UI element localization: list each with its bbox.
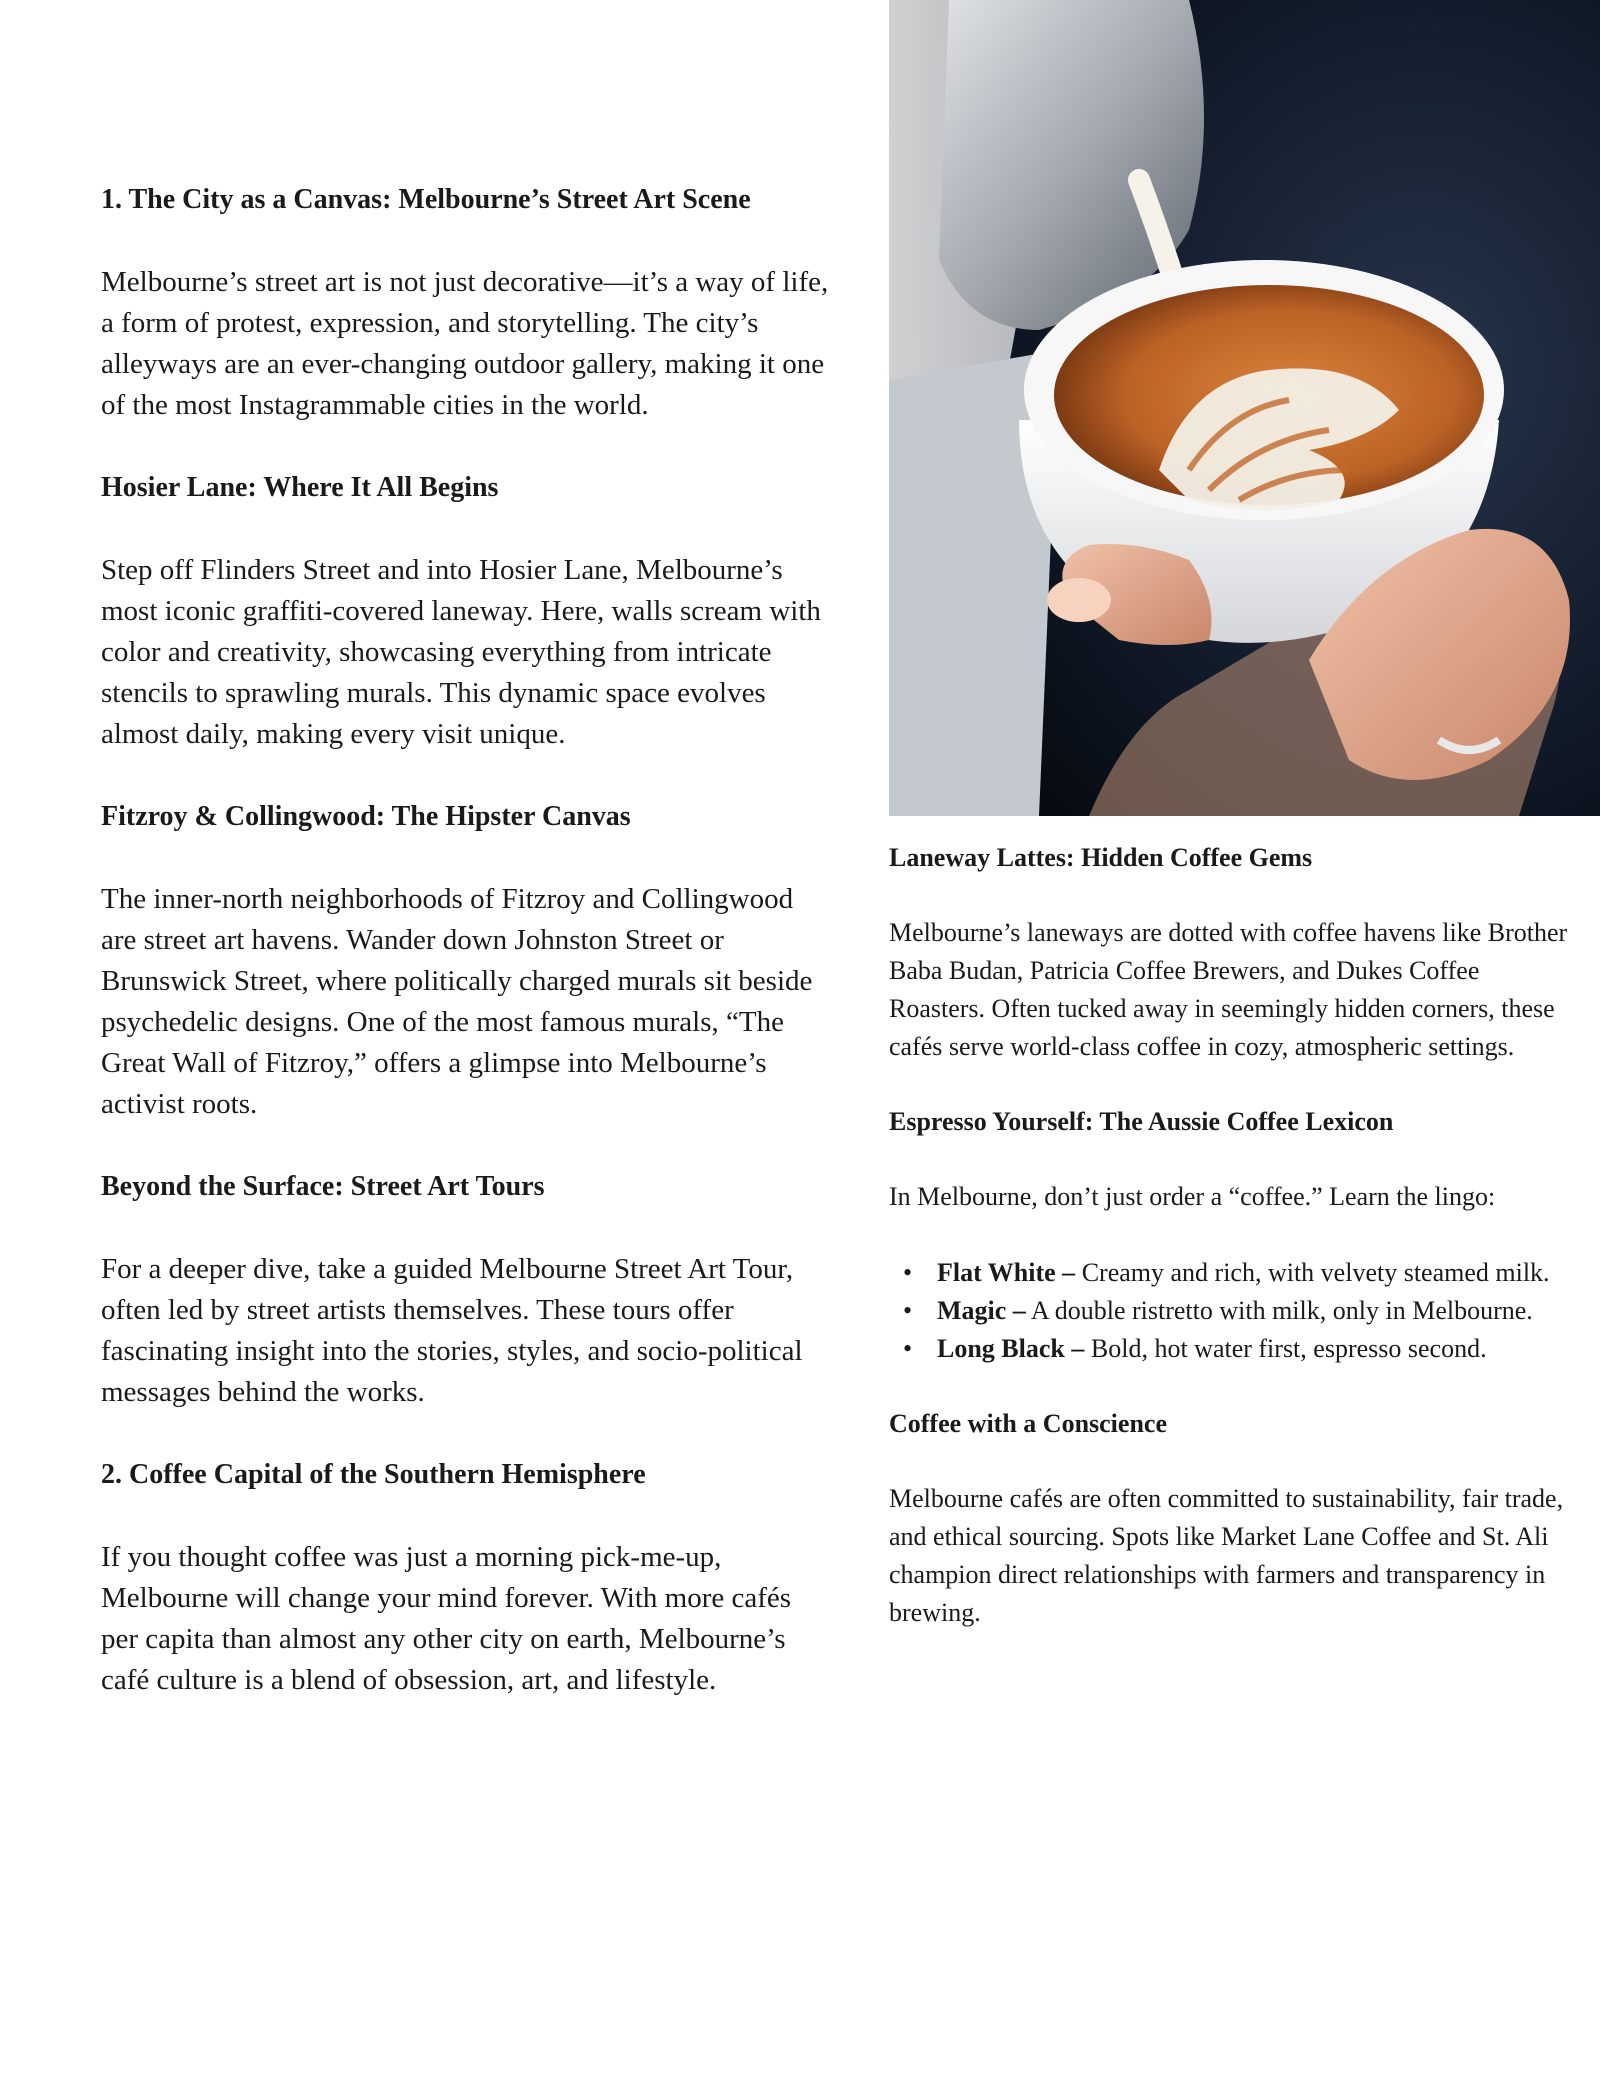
list-item — [889, 1330, 1569, 1368]
street-art-tours-paragraph: For a deeper dive, take a guided Melbourne Street Art Tour, often led by street artists themselves. These tours offer fascinating insight into the stories, styles, and socio-political messages behind the works. — [101, 1253, 803, 1408]
lexicon-description: A double ristretto with milk, only in Melbourne. — [1025, 1296, 1533, 1325]
section2-paragraph: If you thought coffee was just a morning pick-me-up, Melbourne will change your mind forever. With more cafés per capita than almost any other city on earth, Melbourne’s café culture is a blend of obsession, art, and lifestyle. — [101, 1541, 792, 1696]
lexicon-description: Creamy and rich, with velvety steamed milk. — [1075, 1258, 1550, 1287]
section1-paragraph: Melbourne’s street art is not just decorative—it’s a way of life, a form of protest, expression, and storytelling. The city’s alleyways are an ever-changing outdoor gallery, making it one of the most Instagrammable cities in the world. — [101, 266, 829, 421]
coffee-lexicon-list — [889, 1254, 1569, 1368]
latte-art-photo — [889, 0, 1600, 816]
street-art-tours-heading: Beyond the Surface: Street Art Tours — [101, 1171, 545, 1202]
lexicon-term: Flat White – — [937, 1258, 1076, 1287]
section1-heading: 1. The City as a Canvas: Melbourne’s Street Art Scene — [101, 184, 751, 215]
lexicon-description: Bold, hot water first, espresso second. — [1084, 1334, 1487, 1363]
espresso-yourself-heading: Espresso Yourself: The Aussie Coffee Lexicon — [889, 1107, 1394, 1136]
section2-heading: 2. Coffee Capital of the Southern Hemisphere — [101, 1459, 646, 1490]
left-column — [101, 180, 831, 1743]
coffee-conscience-heading: Coffee with a Conscience — [889, 1409, 1167, 1438]
list-item — [889, 1292, 1569, 1330]
lexicon-term: Long Black – — [937, 1334, 1085, 1363]
right-column — [889, 840, 1569, 1670]
fitzroy-heading: Fitzroy & Collingwood: The Hipster Canvas — [101, 801, 631, 832]
lexicon-term: Magic – — [937, 1296, 1026, 1325]
fitzroy-paragraph: The inner-north neighborhoods of Fitzroy and Collingwood are street art havens. Wander down Johnston Street or Brunswick Street, where politically charged murals sit beside psychedelic designs. One of the most famous murals, “The Great Wall of Fitzroy,” offers a glimpse into Melbourne’s activist roots. — [101, 883, 813, 1120]
hosier-lane-heading: Hosier Lane: Where It All Begins — [101, 472, 499, 503]
hosier-lane-paragraph: Step off Flinders Street and into Hosier Lane, Melbourne’s most iconic graffiti-covered laneway. Here, walls scream with color and creativity, showcasing everything from intricate stencils to sprawling murals. This dynamic space evolves almost daily, making every visit unique. — [101, 554, 821, 750]
coffee-conscience-paragraph: Melbourne cafés are often committed to sustainability, fair trade, and ethical sourcing. Spots like Market Lane Coffee and St. Ali champion direct relationships with farmers and transparency in brewing. — [889, 1484, 1564, 1627]
list-item — [889, 1254, 1569, 1292]
espresso-intro-paragraph: In Melbourne, don’t just order a “coffee.” Learn the lingo: — [889, 1182, 1496, 1211]
laneway-lattes-paragraph: Melbourne’s laneways are dotted with coffee havens like Brother Baba Budan, Patricia Coffee Brewers, and Dukes Coffee Roasters. Often tucked away in seemingly hidden corners, these cafés serve world-class coffee in cozy, atmospheric settings. — [889, 918, 1568, 1061]
laneway-lattes-heading: Laneway Lattes: Hidden Coffee Gems — [889, 843, 1313, 872]
